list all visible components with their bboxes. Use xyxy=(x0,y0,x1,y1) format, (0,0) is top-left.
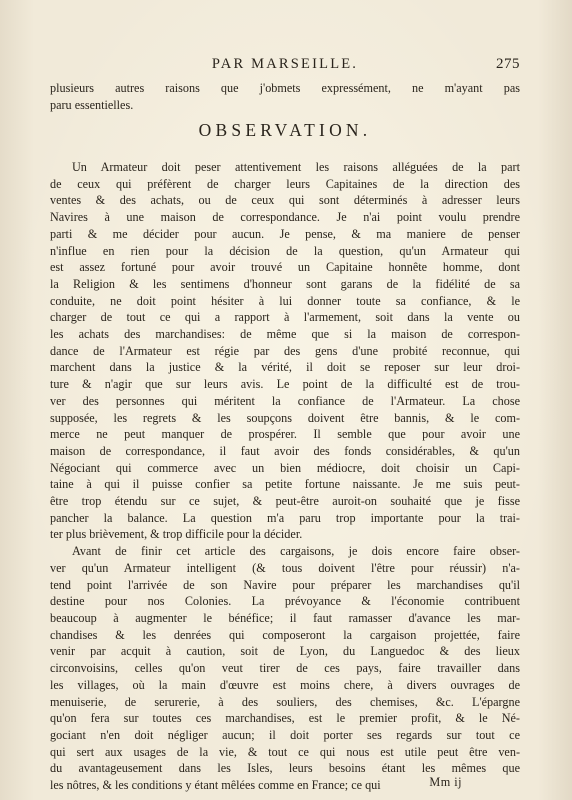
text-line: Avant de finir cet article des cargaisons, je dois encore faire obser- xyxy=(72,544,520,559)
page-header xyxy=(50,56,520,76)
text-line: gociant n'en doit négliger aucun; il doit porter ses regards sur tout ce xyxy=(50,727,520,742)
text-line: n'influe en rien pour la décision de la question, qu'un Armateur qui xyxy=(50,243,520,258)
text-line: conduite, ne doit point hésiter à lui donner toute sa confiance, & le xyxy=(50,293,520,308)
text-line: est assez fortuné pour avoir trouvé un Capitaine honnête homme, dont xyxy=(50,260,520,275)
text-line: de ceux qui préfèrent de charger leurs Capitaines de la direction des xyxy=(50,176,520,191)
text-line: la Religion & les sentimens d'honneur sont garans de la fidélité de sa xyxy=(50,276,520,291)
text-line: les achats des marchandises: de même que si la maison de correspon- xyxy=(50,327,520,342)
text-line: charger de tout ce qui a rapport à l'armement, soit dans la vente ou xyxy=(50,310,520,325)
text-line: merce ne peut manquer de prospérer. Il semble que pour avoir une xyxy=(50,427,520,442)
text-line: Négociant qui commerce avec un bien médiocre, doit choisir un Capi- xyxy=(50,460,520,475)
text-line: ter plus brièvement, & trop difficile pour la décider. xyxy=(50,527,303,542)
body-text xyxy=(50,159,520,794)
text-line: qui sert aux usages de la vie, & tout ce qui nous est utile peut être ven- xyxy=(50,744,520,759)
text-line: plusieurs autres raisons que j'obmets expressément, ne m'ayant pas xyxy=(50,81,520,95)
carryover-paragraph xyxy=(50,80,520,113)
text-line: ver qu'un Armateur intelligent (& tous doivent l'être pour réussir) n'a- xyxy=(50,560,520,575)
text-line: maison de correspondance, il faut avoir des fonds considérables, & qu'un xyxy=(50,443,520,458)
text-line: Un Armateur doit peser attentivement les raisons alléguées de la part xyxy=(72,160,520,174)
text-line: les nôtres, & les conditions y étant mêlées comme en France; ce qui xyxy=(50,778,381,793)
text-line: ventes & des achats, ou de ceux qui sont déterminés à adresser leurs xyxy=(50,193,520,208)
text-line: beaucoup à augmenter le bénéfice; il faut ramasser d'avance les mar- xyxy=(50,610,520,625)
text-line: destine pour nos Colonies. La prévoyance & l'économie contribuent xyxy=(50,594,520,609)
text-line: parti & me décider pour aucun. Je pense, & ma maniere de penser xyxy=(50,226,520,241)
text-line: Navires à une maison de correspondance. Je n'ai point voulu prendre xyxy=(50,210,520,225)
page-number: 275 xyxy=(496,56,520,72)
text-line: ture & n'agir que sur leurs avis. Le point de la difficulté est de trou- xyxy=(50,377,520,392)
text-line: tend point l'arrivée de son Navire pour préparer les marchandises qu'il xyxy=(50,577,520,592)
text-line: pancher la balance. La question m'a paru trop importante pour la trai- xyxy=(50,510,520,525)
text-line: marchent dans la justice & la vérité, il doit se reposer sur leur droi- xyxy=(50,360,520,375)
text-line: les villages, où la main d'œuvre est moins chere, à divers ouvrages de xyxy=(50,677,520,692)
text-line: venir par acquit à caution, soit de Lyon, du Languedoc & des lieux xyxy=(50,644,520,659)
text-line: paru essentielles. xyxy=(50,97,134,112)
text-line: chandises & les denrées qui composeront la cargaison projettée, faire xyxy=(50,627,520,642)
running-head: PAR MARSEILLE. xyxy=(211,56,359,72)
text-line: être trop étendu sur ce sujet, & peut-être auroit-on souhaité que je fisse xyxy=(50,494,520,509)
text-line: ver des personnes qui méritent la confiance de l'Armateur. La chose xyxy=(50,393,520,408)
text-line: menuiserie, de serurerie, à des souliers, des chemises, &c. L'épargne xyxy=(50,694,520,709)
text-line: taine à qui il puisse confier sa petite fortune naissante. Je me suis peut- xyxy=(50,477,520,492)
text-line: supposée, les regrets & les soupçons doivent être bannis, & le com- xyxy=(50,410,520,425)
text-line: dance de l'Armateur est régie par des gens d'une probité reconnue, qui xyxy=(50,343,520,358)
text-line: qu'on fera sur toutes ces marchandises, est le premier profit, & le Né- xyxy=(50,711,520,726)
text-line: du avantageusement dans les Isles, leurs besoins étant les mêmes que xyxy=(50,761,520,776)
signature-mark: Mm ij xyxy=(429,775,462,789)
section-heading: OBSERVATION. xyxy=(198,120,372,140)
text-line: circonvoisins, celles qu'on veut tirer de ces pays, faire travailler dans xyxy=(50,661,520,676)
